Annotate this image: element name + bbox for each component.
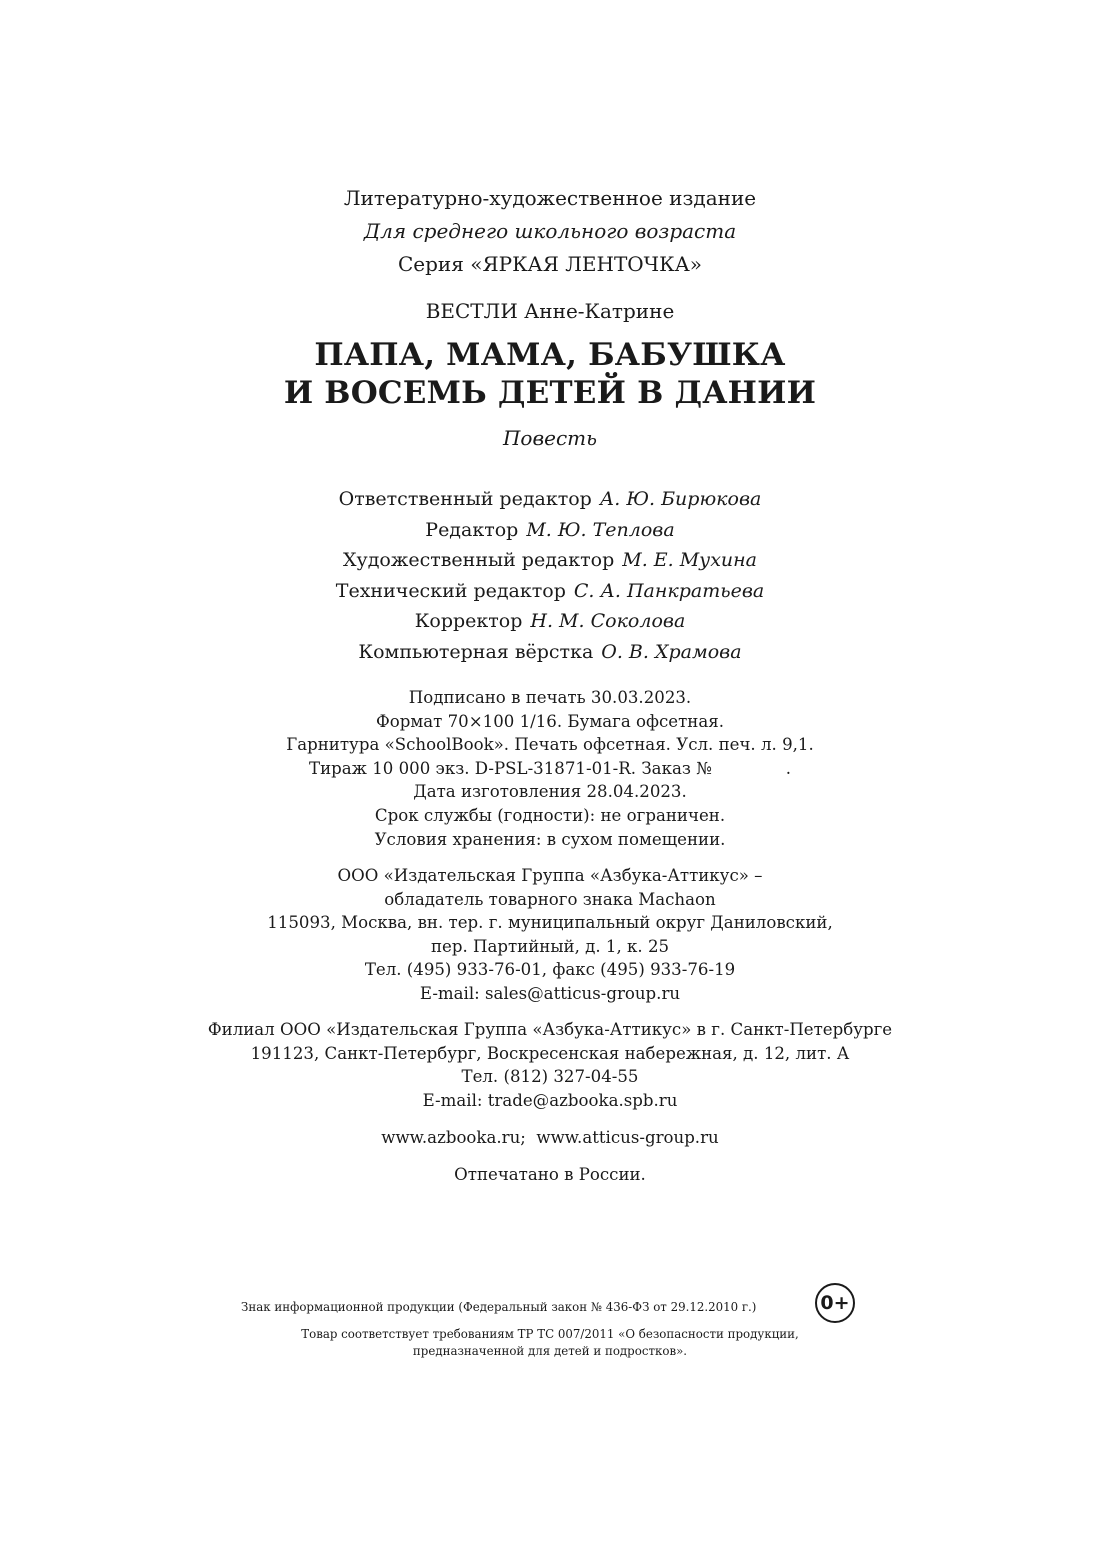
- print-line: Формат 70×100 1/16. Бумага офсетная.: [375, 711, 724, 731]
- print-line: Дата изготовления 28.04.2023.: [413, 782, 687, 802]
- credit-line: [0, 515, 1100, 546]
- credit-name: С. А. Панкратьева: [573, 579, 765, 602]
- publisher-line: ООО «Издательская Группа «Азбука-Аттикус» –: [337, 866, 763, 885]
- credit-line: [0, 637, 1100, 668]
- credit-line: [0, 606, 1100, 637]
- credit-line: [0, 545, 1100, 576]
- branch-line: Тел. (812) 327-04-55: [461, 1067, 639, 1087]
- compliance-note: [0, 1326, 1100, 1360]
- credit-line: [0, 484, 1100, 515]
- publisher-line: 115093, Москва, вн. тер. г. муниципальный округ Даниловский,: [267, 913, 833, 933]
- credits: [0, 484, 1100, 667]
- age-rating-badge: 0+: [815, 1283, 855, 1323]
- branch-line: Филиал ООО «Издательская Группа «Азбука-Аттикус» в г. Санкт-Петербурге: [207, 1020, 893, 1039]
- credit-name: М. Е. Мухина: [622, 549, 757, 571]
- print-line: Гарнитура «SchoolBook». Печать офсетная. Усл. печ. л. 9,1.: [286, 735, 814, 755]
- print-line: Подписано в печать 30.03.2023.: [408, 688, 692, 707]
- title-line-2: И ВОСЕМЬ ДЕТЕЙ В ДАНИИ: [283, 375, 817, 411]
- branch-email: E-mail: trade@azbooka.spb.ru: [422, 1090, 678, 1110]
- info-mark-text: Знак информационной продукции (Федеральный закон № 436-ФЗ от 29.12.2010 г.): [241, 1300, 757, 1314]
- compliance-line-2: предназначенной для детей и подростков».: [412, 1344, 688, 1358]
- credit-role: Компьютерная вёрстка: [358, 640, 594, 663]
- edition-header: [0, 182, 1100, 281]
- genre: Повесть: [502, 426, 597, 450]
- credit-role: Редактор: [425, 518, 519, 541]
- print-info: [0, 686, 1100, 851]
- book-title: [0, 336, 1100, 412]
- edition-type: Литературно-художественное издание: [343, 186, 757, 210]
- credit-role: Технический редактор: [335, 579, 566, 602]
- printed-in: Отпечатано в России.: [454, 1165, 646, 1184]
- credit-name: О. В. Храмова: [601, 640, 742, 663]
- publisher-line: обладатель товарного знака Machaon: [384, 889, 716, 909]
- print-line: Тираж 10 000 экз. D-PSL-31871-01-R. Заказ № .: [309, 758, 791, 778]
- websites: www.azbooka.ru; www.atticus-group.ru: [381, 1128, 719, 1147]
- credit-line: [0, 576, 1100, 607]
- publisher-line: Тел. (495) 933-76-01, факс (495) 933-76-19: [364, 960, 736, 980]
- branch-line: 191123, Санкт-Петербург, Воскресенская набережная, д. 12, лит. А: [250, 1043, 850, 1063]
- publisher-email: E-mail: sales@atticus-group.ru: [419, 983, 681, 1003]
- branch-info: [0, 1018, 1100, 1112]
- compliance-line-1: Товар соответствует требованиям ТР ТС 007/2011 «О безопасности продукции,: [301, 1327, 799, 1341]
- audience: Для среднего школьного возраста: [363, 219, 737, 243]
- credit-role: Ответственный редактор: [338, 488, 592, 510]
- publisher-info: [0, 864, 1100, 1006]
- publisher-line: пер. Партийный, д. 1, к. 25: [430, 936, 670, 956]
- credit-role: Художественный редактор: [343, 549, 615, 571]
- credit-name: М. Ю. Теплова: [526, 518, 675, 541]
- title-line-1: ПАПА, МАМА, БАБУШКА: [314, 337, 786, 373]
- author: ВЕСТЛИ Анне-Катрине: [425, 299, 675, 323]
- credit-name: Н. М. Соколова: [530, 610, 686, 632]
- credit-name: А. Ю. Бирюкова: [599, 488, 762, 510]
- print-line: Условия хранения: в сухом помещении.: [374, 829, 726, 849]
- print-line: Срок службы (годности): не ограничен.: [374, 805, 726, 825]
- series: Серия «ЯРКАЯ ЛЕНТОЧКА»: [397, 252, 702, 276]
- credit-role: Корректор: [414, 610, 523, 632]
